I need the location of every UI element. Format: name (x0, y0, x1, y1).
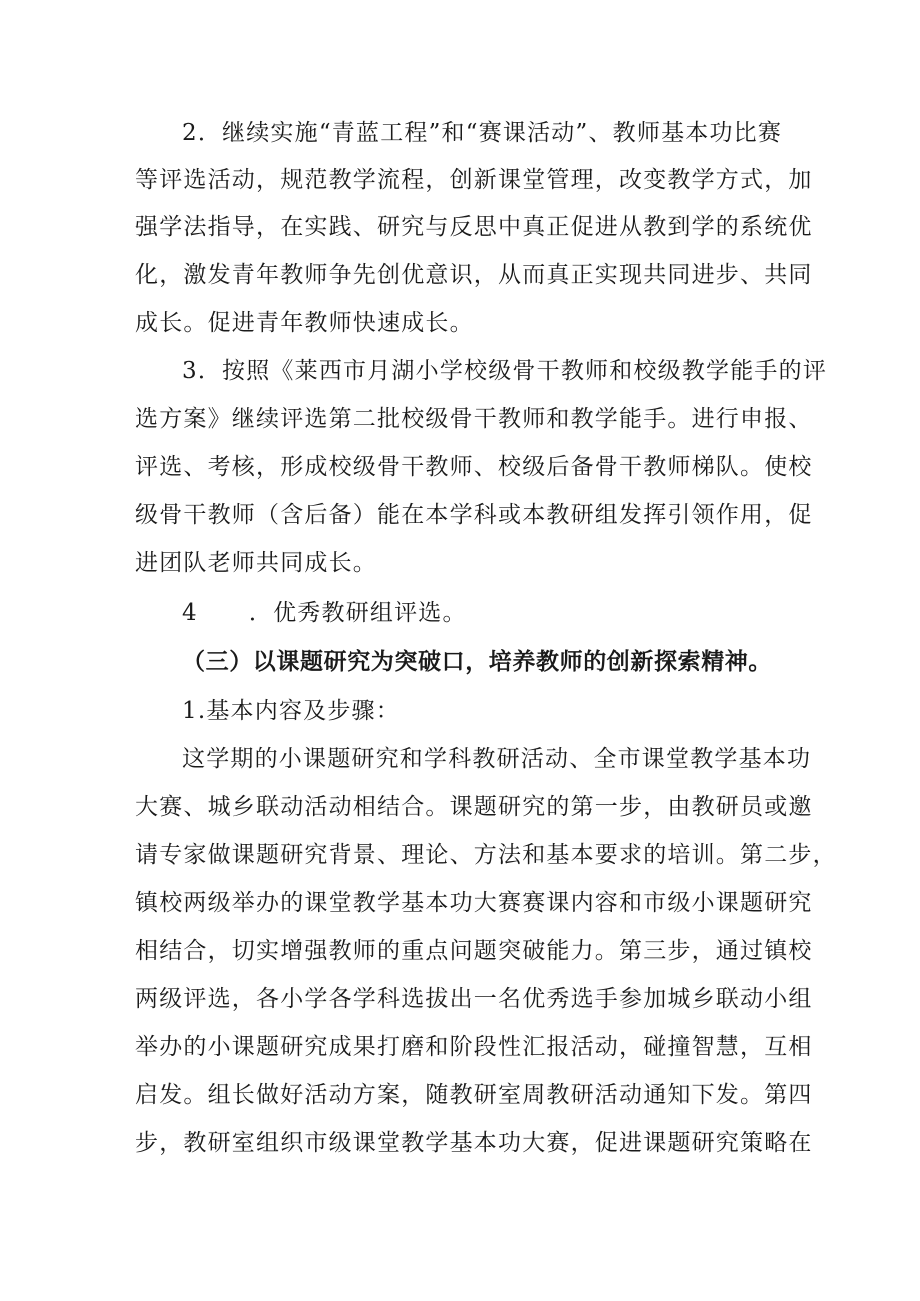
section-heading: （三）以课题研究为突破口，培养教师的创新探索精神。 (182, 649, 772, 675)
paragraph-line: 选方案》继续评选第二批校级骨干教师和教学能手。进行申报、 (135, 406, 813, 432)
subheading: 1.基本内容及步骤： (182, 698, 400, 724)
paragraph-line: 镇校两级举办的课堂教学基本功大赛赛课内容和市级小课题研究 (135, 890, 813, 916)
paragraph-line: 举办的小课题研究成果打磨和阶段性汇报活动，碰撞智慧，互相 (135, 1034, 813, 1060)
paragraph-line: 强学法指导，在实践、研究与反思中真正促进从教到学的系统优 (135, 214, 813, 240)
paragraph-line: 等评选活动，规范教学流程，创新课堂管理，改变教学方式，加 (135, 167, 813, 193)
paragraph-line: 级骨干教师（含后备）能在本学科或本教研组发挥引领作用，促 (135, 502, 813, 528)
paragraph-line: 进团队老师共同成长。 (135, 550, 377, 576)
paragraph-line: 3．按照《莱西市月湖小学校级骨干教师和校级教学能手的评 (182, 358, 828, 384)
paragraph-line: 相结合，切实增强教师的重点问题突破能力。第三步，通过镇校 (135, 938, 813, 964)
paragraph-line: 步，教研室组织市级课堂教学基本功大赛，促进课题研究策略在 (135, 1130, 813, 1156)
paragraph-line: 评选、考核，形成校级骨干教师、校级后备骨干教师梯队。使校 (135, 454, 813, 480)
paragraph-line: 2．继续实施“青蓝工程”和“赛课活动”、教师基本功比赛 (182, 120, 783, 146)
paragraph-line: 两级评选，各小学各学科选拔出一名优秀选手参加城乡联动小组 (135, 986, 813, 1012)
paragraph-line: 成长。促进青年教师快速成长。 (135, 310, 474, 336)
paragraph-line: 这学期的小课题研究和学科教研活动、全市课堂教学基本功 (182, 746, 812, 772)
paragraph-line: 启发。组长做好活动方案，随教研室周教研活动通知下发。第四 (135, 1082, 813, 1108)
paragraph-line: 4 ．优秀教研组评选。 (182, 600, 467, 626)
paragraph-line: 化，激发青年教师争先创优意识，从而真正实现共同进步、共同 (135, 262, 813, 288)
paragraph-line: 大赛、城乡联动活动相结合。课题研究的第一步，由教研员或邀 (135, 794, 813, 820)
paragraph-line: 请专家做课题研究背景、理论、方法和基本要求的培训。第二步， (135, 842, 837, 868)
